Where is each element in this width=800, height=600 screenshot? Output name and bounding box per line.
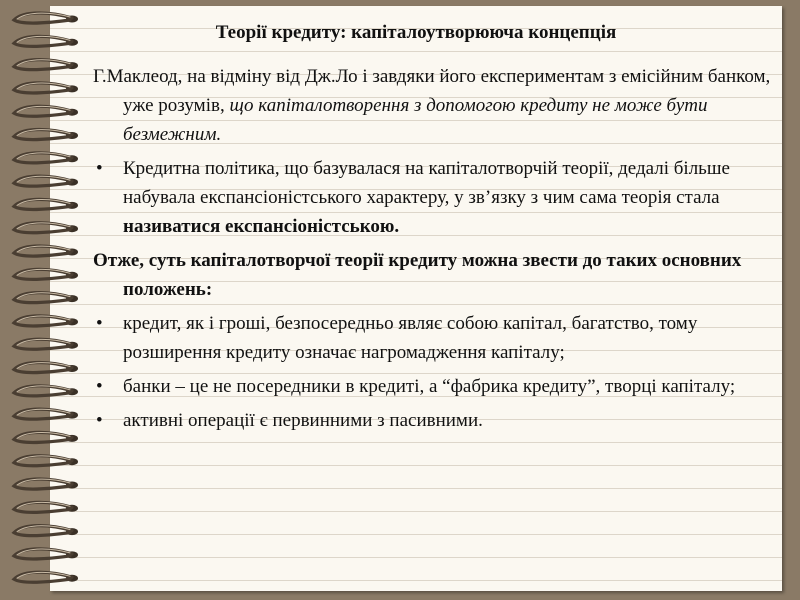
spiral-ring bbox=[14, 106, 78, 116]
point-item bbox=[93, 309, 773, 367]
policy-bold-text: називатися експансіоністською. bbox=[123, 216, 400, 237]
spiral-ring bbox=[14, 572, 78, 582]
spiral-ring bbox=[14, 176, 78, 186]
spiral-ring bbox=[14, 549, 78, 559]
point-text: кредит, як і гроші, безпосередньо являє собою капітал, багатство, тому розширення кредиту означає нагромадження капіталу; bbox=[123, 313, 698, 363]
spiral-ring bbox=[14, 363, 78, 373]
spiral-ring bbox=[14, 246, 78, 256]
intro-text: Г.Маклеод, на відміну від Дж.Ло і завдяки його експериментам з емісійним банком, уже розумів, bbox=[93, 66, 771, 116]
policy-text: Кредитна політика, що базувалася на капіталотворчій теорії, дедалі більше набувала експансіоністського характеру, у зв’язку з чим сама теорія стала bbox=[123, 158, 730, 208]
spiral-ring bbox=[14, 130, 78, 140]
point-text: активні операції є первинними з пасивними. bbox=[123, 410, 483, 431]
spiral-ring bbox=[14, 223, 78, 233]
spiral-ring bbox=[14, 456, 78, 466]
point-item bbox=[93, 406, 773, 435]
point-text: банки – це не посередники в кредиті, а “фабрика кредиту”, творці капіталу; bbox=[123, 376, 736, 397]
spiral-ring bbox=[14, 293, 78, 303]
bullet-icon: • bbox=[96, 158, 103, 179]
spiral-ring bbox=[14, 526, 78, 536]
slide-title: Теорії кредиту: капіталоутворююча концепція bbox=[215, 22, 617, 43]
spiral-ring bbox=[14, 479, 78, 489]
spiral-binding-icon bbox=[0, 0, 90, 600]
spiral-ring bbox=[14, 432, 78, 442]
spiral-ring bbox=[14, 409, 78, 419]
spiral-ring bbox=[14, 316, 78, 326]
intro-paragraph bbox=[93, 62, 773, 149]
summary-paragraph: Отже, суть капіталотворчої теорії кредиту можна звести до таких основних положень: bbox=[93, 250, 742, 300]
bullet-icon: • bbox=[96, 376, 103, 397]
spiral-ring bbox=[14, 502, 78, 512]
intro-italic-text: що капіталотворення з допомогою кредиту не може бути безмежним. bbox=[123, 95, 708, 145]
policy-bullet bbox=[93, 154, 773, 241]
spiral-ring bbox=[14, 386, 78, 396]
slide-body bbox=[93, 62, 773, 440]
bullet-icon: • bbox=[96, 410, 103, 431]
point-item bbox=[93, 372, 773, 401]
spiral-ring bbox=[14, 83, 78, 93]
spiral-ring bbox=[14, 153, 78, 163]
spiral-ring bbox=[14, 199, 78, 209]
bullet-icon: • bbox=[96, 313, 103, 334]
spiral-ring bbox=[14, 269, 78, 279]
spiral-ring bbox=[14, 339, 78, 349]
spiral-ring bbox=[14, 60, 78, 70]
